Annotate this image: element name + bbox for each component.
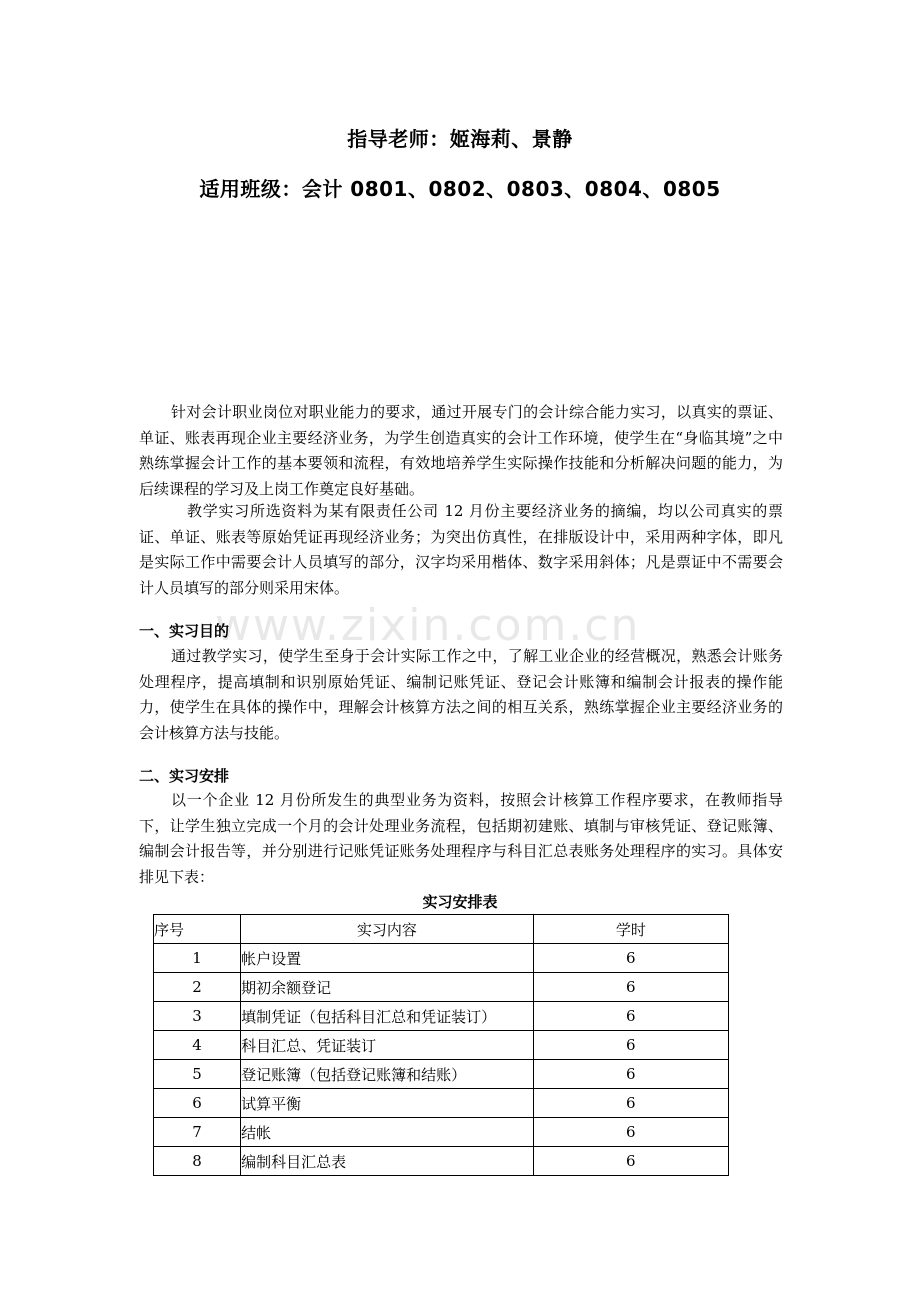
cell-hours: 6 <box>533 944 728 973</box>
intro-paragraph-1 <box>139 400 783 502</box>
cell-seq: 5 <box>154 1060 241 1089</box>
section-1-title: 一、实习目的 <box>139 622 230 640</box>
cell-hours: 6 <box>533 1060 728 1089</box>
watermark: www.zixin.com.cn <box>215 600 641 651</box>
cell-seq: 8 <box>154 1147 241 1176</box>
cell-seq: 6 <box>154 1089 241 1118</box>
section-2-title: 二、实习安排 <box>139 767 230 785</box>
cell-content: 登记账簿（包括登记账簿和结账） <box>241 1060 534 1089</box>
cell-hours: 6 <box>533 1002 728 1031</box>
section-2-body <box>139 788 783 890</box>
cell-content: 期初余额登记 <box>241 973 534 1002</box>
header-seq: 序号 <box>154 915 241 944</box>
classes-heading: 适用班级：会计 0801、0802、0803、0804、0805 <box>199 177 721 201</box>
cell-hours: 6 <box>533 1147 728 1176</box>
schedule-header-row <box>154 915 729 944</box>
table-row <box>154 973 729 1002</box>
cell-hours: 6 <box>533 1031 728 1060</box>
cell-hours: 6 <box>533 1118 728 1147</box>
table-row <box>154 1060 729 1089</box>
table-row <box>154 1089 729 1118</box>
cell-seq: 3 <box>154 1002 241 1031</box>
cell-content: 编制科目汇总表 <box>241 1147 534 1176</box>
table-row <box>154 1147 729 1176</box>
header-content: 实习内容 <box>241 915 534 944</box>
intro-paragraph-2-text: 教学实习所选资料为某有限责任公司 12 月份主要经济业务的摘编，均以公司真实的票证、单证、账表等原始凭证再现经济业务；为突出仿真性，在排版设计中，采用两种字体，即凡是实际工作中需要会计人员填写的部分，汉字均采用楷体、数字采用斜体；凡是票证中不需要会计人员填写的部分则采用宋体。 <box>139 502 783 597</box>
schedule-table <box>153 914 729 1176</box>
section-1-body <box>139 644 783 746</box>
table-row <box>154 1031 729 1060</box>
section-1-text: 通过教学实习，使学生至身于会计实际工作之中，了解工业企业的经营概况，熟悉会计账务处理程序，提高填制和识别原始凭证、编制记账凭证、登记会计账簿和编制会计报表的操作能力，使学生在具体的操作中，理解会计核算方法之间的相互关系，熟练掌握企业主要经济业务的会计核算方法与技能。 <box>139 647 783 742</box>
cell-content: 帐户设置 <box>241 944 534 973</box>
cell-hours: 6 <box>533 1089 728 1118</box>
intro-paragraph-2 <box>139 499 783 601</box>
instructor-heading: 指导老师：姬海莉、景静 <box>347 127 573 151</box>
cell-seq: 1 <box>154 944 241 973</box>
cell-seq: 2 <box>154 973 241 1002</box>
section-2-text: 以一个企业 12 月份所发生的典型业务为资料，按照会计核算工作程序要求，在教师指导下，让学生独立完成一个月的会计处理业务流程，包括期初建账、填制与审核凭证、登记账簿、编制会计报告等，并分别进行记账凭证账务处理程序与科目汇总表账务处理程序的实习。具体安排见下表： <box>139 791 783 886</box>
table-row <box>154 944 729 973</box>
header-hours: 学时 <box>533 915 728 944</box>
cell-content: 结帐 <box>241 1118 534 1147</box>
cell-content: 试算平衡 <box>241 1089 534 1118</box>
cell-hours: 6 <box>533 973 728 1002</box>
table-row <box>154 1002 729 1031</box>
schedule-table-title: 实习安排表 <box>422 893 498 911</box>
cell-content: 填制凭证（包括科目汇总和凭证装订） <box>241 1002 534 1031</box>
table-row <box>154 1118 729 1147</box>
cell-seq: 7 <box>154 1118 241 1147</box>
cell-seq: 4 <box>154 1031 241 1060</box>
intro-paragraph-1-text: 针对会计职业岗位对职业能力的要求，通过开展专门的会计综合能力实习，以真实的票证、单证、账表再现企业主要经济业务，为学生创造真实的会计工作环境，使学生在“身临其境”之中熟练掌握会计工作的基本要领和流程，有效地培养学生实际操作技能和分析解决问题的能力，为后续课程的学习及上岗工作奠定良好基础。 <box>139 403 783 498</box>
cell-content: 科目汇总、凭证装订 <box>241 1031 534 1060</box>
